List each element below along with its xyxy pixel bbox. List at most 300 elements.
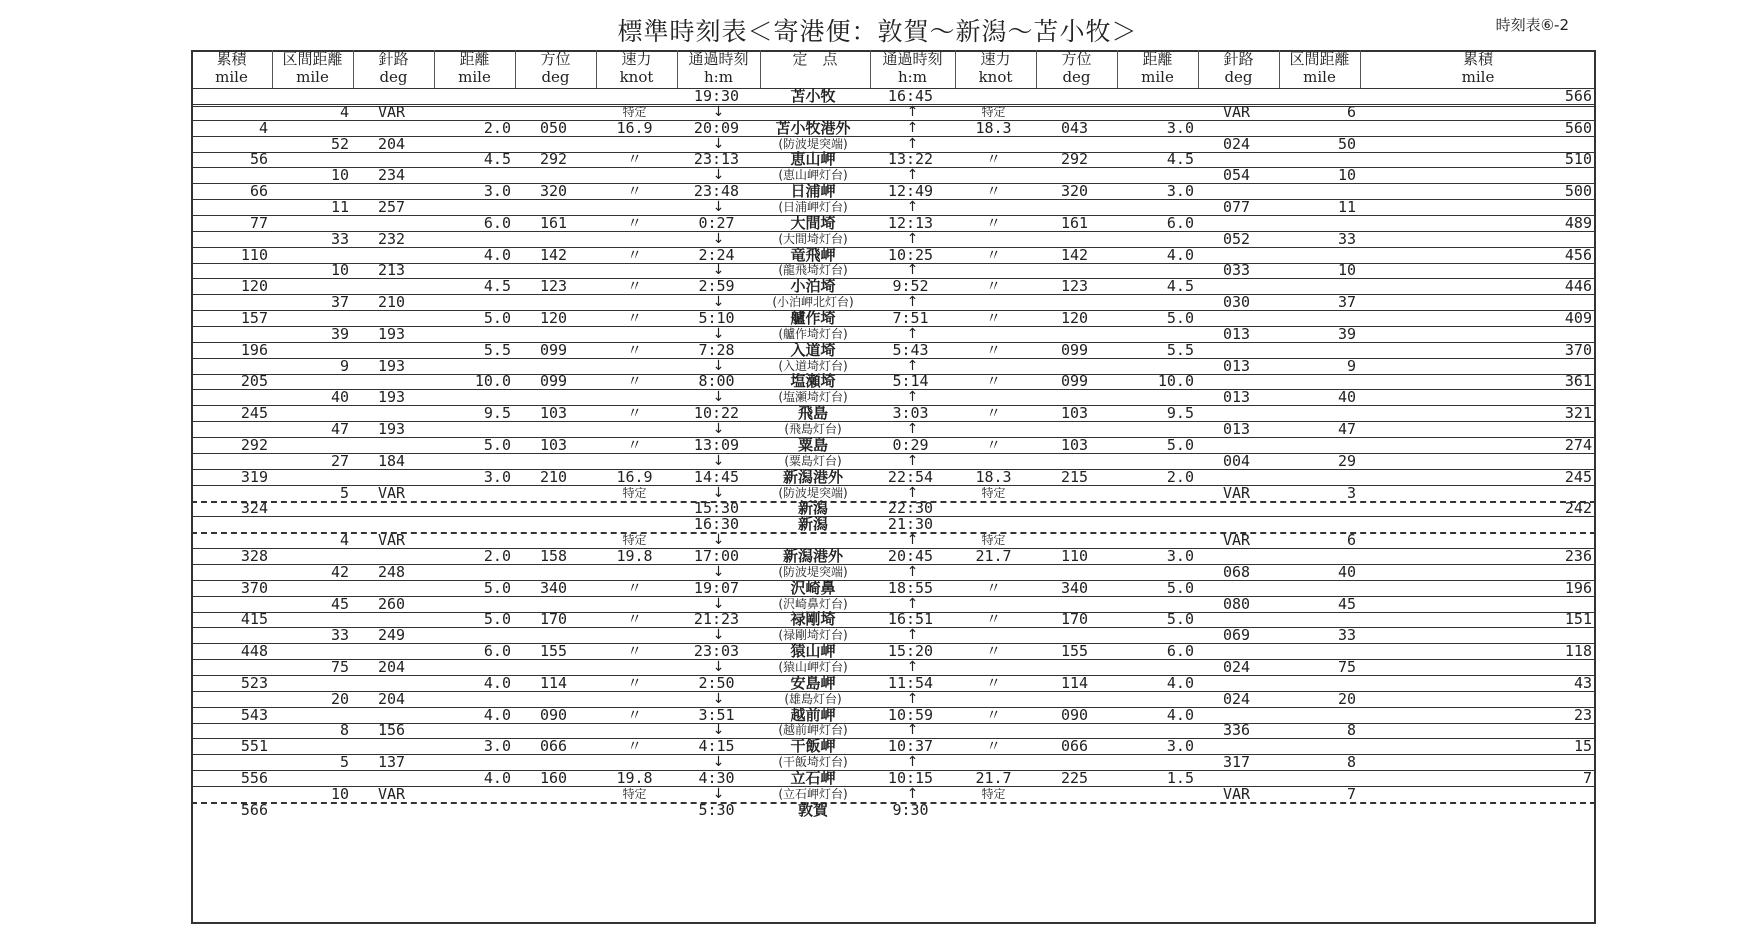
cumulative-left-cell: 4: [258, 118, 268, 137]
time-right-cell: 9:30: [892, 800, 929, 819]
header-column-divider: [596, 50, 597, 88]
down-arrow-icon: ↓: [712, 690, 725, 707]
distance-right-cell: 9.5: [1166, 404, 1194, 423]
speed-right-cell: 〃: [985, 372, 1001, 391]
down-arrow-icon: ↓: [712, 167, 725, 184]
interval-right-cell: 6: [1346, 102, 1356, 121]
cumulative-right-cell: 245: [1564, 467, 1592, 486]
waypoint-subtitle: (小泊岬北灯台): [772, 295, 854, 310]
course-left-cell: 248: [377, 562, 406, 581]
waypoint-name: 新潟港外: [782, 467, 843, 486]
down-arrow-icon: ↓: [712, 595, 725, 612]
bearing-left-cell: 170: [539, 610, 568, 629]
header-bearing-right: [1036, 50, 1117, 90]
bearing-left-cell: 161: [539, 213, 568, 232]
speed-right-cell: 〃: [985, 150, 1001, 169]
interval-right-cell: 10: [1337, 261, 1356, 280]
course-right-cell: 052: [1222, 229, 1251, 248]
cumulative-right-cell: 43: [1573, 673, 1592, 692]
down-arrow-icon: ↓: [712, 563, 725, 580]
header-unit: mile: [1303, 68, 1336, 86]
distance-right-cell: 5.0: [1166, 610, 1194, 629]
up-arrow-icon: ↑: [906, 199, 919, 216]
speed-right-cell: 18.3: [975, 467, 1012, 486]
cumulative-left-cell: 566: [240, 800, 268, 819]
interval-right-cell: 6: [1346, 531, 1356, 550]
time-right-cell: 15:20: [887, 642, 934, 661]
cumulative-right-cell: 118: [1564, 642, 1592, 661]
interval-right-cell: 75: [1337, 657, 1356, 676]
time-right-cell: 18:55: [887, 578, 934, 597]
time-right-cell: 16:45: [887, 87, 934, 105]
waypoint-name: 敦賀: [797, 800, 828, 819]
distance-left-cell: 6.0: [483, 213, 511, 232]
header-unit: knot: [978, 68, 1013, 86]
speed-right-cell: 〃: [985, 309, 1001, 328]
interval-right-cell: 8: [1346, 753, 1356, 772]
header-unit: deg: [1224, 68, 1253, 86]
speed-left-cell: 〃: [626, 213, 642, 232]
speed-right-cell: 〃: [985, 182, 1001, 201]
header-column-divider: [353, 50, 354, 88]
interval-right-cell: 47: [1337, 420, 1356, 439]
waypoint-name: 小泊埼: [790, 277, 836, 296]
header-cumulative-left: [191, 50, 272, 90]
distance-left-cell: 4.0: [483, 705, 511, 724]
speed-right-cell: 〃: [985, 404, 1001, 423]
speed-left-cell: 〃: [626, 673, 642, 692]
waypoint-subtitle: (干飯埼灯台): [778, 755, 848, 770]
course-left-cell: 184: [377, 451, 406, 470]
interval-right-cell: 33: [1337, 229, 1356, 248]
bearing-right-cell: 099: [1060, 372, 1089, 391]
up-arrow-icon: ↑: [906, 452, 919, 469]
speed-right-cell: 18.3: [975, 118, 1012, 137]
speed-right-cell: 21.7: [975, 768, 1012, 787]
waypoint-subtitle: (粟島灯台): [784, 453, 842, 468]
header-unit: mile: [458, 68, 491, 86]
distance-right-cell: 1.5: [1166, 768, 1194, 787]
header-speed-right: [955, 50, 1036, 90]
course-left-cell: 210: [377, 293, 406, 312]
header-course-left: [353, 50, 434, 90]
waypoint-subtitle: (越前岬灯台): [778, 723, 848, 738]
bearing-right-cell: 099: [1060, 340, 1089, 359]
distance-right-cell: 4.5: [1166, 277, 1194, 296]
time-left-cell: 15:30: [693, 499, 740, 518]
header-bearing-left: [515, 50, 596, 90]
time-left-cell: 20:09: [693, 118, 740, 137]
waypoint-name: 苫小牧港外: [775, 118, 851, 137]
cumulative-left-cell: 56: [249, 150, 268, 169]
cumulative-right-cell: 151: [1564, 610, 1592, 629]
header-time-left: [677, 50, 760, 90]
bearing-right-cell: 066: [1060, 737, 1089, 756]
speed-left-cell: 〃: [626, 340, 642, 359]
distance-right-cell: 4.5: [1166, 150, 1194, 169]
time-right-cell: 0:29: [892, 435, 929, 454]
bearing-right-cell: 103: [1060, 435, 1089, 454]
down-arrow-icon: ↓: [712, 103, 725, 120]
waypoint-name: 大間埼: [790, 213, 836, 232]
interval-left-cell: 20: [330, 689, 349, 708]
speed-left-cell: 〃: [626, 150, 642, 169]
header-column-divider: [677, 50, 678, 88]
up-arrow-icon: ↑: [906, 262, 919, 279]
waypoint-subtitle: (防波堤突端): [778, 564, 848, 579]
waypoint-name: 干飯岬: [790, 737, 836, 756]
course-right-cell: 069: [1222, 626, 1251, 645]
up-arrow-icon: ↑: [906, 167, 919, 184]
waypoint-subtitle: (恵山岬灯台): [778, 168, 848, 183]
down-arrow-icon: ↓: [712, 484, 725, 501]
course-left-cell: 260: [377, 594, 406, 613]
up-arrow-icon: ↑: [906, 658, 919, 675]
waypoint-name: 猿山岬: [790, 642, 836, 661]
distance-left-cell: 2.0: [483, 546, 511, 565]
course-right-cell: 336: [1222, 721, 1251, 740]
interval-left-cell: 4: [339, 102, 349, 121]
bearing-left-cell: 142: [539, 245, 568, 264]
header-column-divider: [1198, 50, 1199, 88]
bearing-left-cell: 099: [539, 340, 568, 359]
header-unit: deg: [541, 68, 570, 86]
time-left-cell: 2:24: [698, 245, 735, 264]
interval-left-cell: 39: [330, 324, 349, 343]
waypoint-name: 立石岬: [790, 768, 836, 787]
up-arrow-icon: ↑: [906, 595, 919, 612]
distance-right-cell: 3.0: [1166, 546, 1194, 565]
speed-left-cell: 16.9: [616, 118, 653, 137]
header-waypoint: [760, 50, 870, 90]
up-arrow-icon: ↑: [906, 754, 919, 771]
interval-right-cell: 11: [1337, 198, 1356, 217]
time-left-cell: 19:07: [693, 578, 740, 597]
interval-left-cell: 27: [330, 451, 349, 470]
time-left-cell: 14:45: [693, 467, 740, 486]
cumulative-left-cell: 370: [240, 578, 268, 597]
waypoint-name: 新潟: [797, 515, 828, 534]
time-right-cell: 10:37: [887, 737, 934, 756]
bearing-left-cell: 103: [539, 435, 568, 454]
port-row: [191, 801, 1596, 819]
header-label: 累積: [216, 50, 247, 68]
time-left-cell: 2:59: [698, 277, 735, 296]
down-arrow-icon: ↓: [712, 230, 725, 247]
time-right-cell: 20:45: [887, 546, 934, 565]
up-arrow-icon: ↑: [906, 357, 919, 374]
course-left-cell: 193: [377, 356, 406, 375]
interval-left-cell: 10: [330, 261, 349, 280]
course-left-cell: 137: [377, 753, 406, 772]
header-column-divider: [1036, 50, 1037, 88]
course-right-cell: VAR: [1222, 784, 1251, 803]
cumulative-left-cell: 543: [240, 705, 268, 724]
course-left-cell: VAR: [377, 531, 406, 550]
time-left-cell: 8:00: [698, 372, 735, 391]
cumulative-left-cell: 196: [240, 340, 268, 359]
speed-mode-left: 特定: [622, 485, 647, 500]
time-left-cell: 4:15: [698, 737, 735, 756]
speed-right-cell: 〃: [985, 642, 1001, 661]
time-right-cell: 11:54: [887, 673, 934, 692]
waypoint-subtitle: (龍飛埼灯台): [778, 263, 848, 278]
course-right-cell: 024: [1222, 134, 1251, 153]
course-right-cell: 317: [1222, 753, 1251, 772]
time-right-cell: 12:13: [887, 213, 934, 232]
header-unit: deg: [379, 68, 408, 86]
interval-right-cell: 50: [1337, 134, 1356, 153]
down-arrow-icon: ↓: [712, 532, 725, 549]
speed-right-cell: 〃: [985, 673, 1001, 692]
time-right-cell: 7:51: [892, 309, 929, 328]
distance-left-cell: 3.0: [483, 737, 511, 756]
down-arrow-icon: ↓: [712, 325, 725, 342]
waypoint-name: 日浦岬: [790, 182, 836, 201]
distance-right-cell: 3.0: [1166, 737, 1194, 756]
down-arrow-icon: ↓: [712, 452, 725, 469]
bearing-left-cell: 158: [539, 546, 568, 565]
interval-right-cell: 3: [1346, 483, 1356, 502]
cumulative-left-cell: 66: [249, 182, 268, 201]
time-left-cell: 10:22: [693, 404, 740, 423]
course-right-cell: 024: [1222, 689, 1251, 708]
time-left-cell: 4:30: [698, 768, 735, 787]
bearing-left-cell: 050: [539, 118, 568, 137]
header-distance-right: [1117, 50, 1198, 90]
cumulative-right-cell: 456: [1564, 245, 1592, 264]
waypoint-subtitle: (沢崎鼻灯台): [778, 596, 848, 611]
up-arrow-icon: ↑: [906, 325, 919, 342]
distance-left-cell: 4.5: [483, 150, 511, 169]
down-arrow-icon: ↓: [712, 389, 725, 406]
speed-left-cell: 〃: [626, 642, 642, 661]
down-arrow-icon: ↓: [712, 627, 725, 644]
waypoint-name: 越前岬: [790, 705, 836, 724]
interval-right-cell: 29: [1337, 451, 1356, 470]
waypoint-name: 艫作埼: [790, 309, 836, 328]
cumulative-left-cell: 551: [240, 737, 268, 756]
distance-right-cell: 5.0: [1166, 578, 1194, 597]
cumulative-right-cell: 23: [1573, 705, 1592, 724]
header-unit: mile: [215, 68, 248, 86]
interval-right-cell: 9: [1346, 356, 1356, 375]
header-label: 速力: [980, 50, 1011, 68]
speed-right-cell: 〃: [985, 277, 1001, 296]
header-unit: mile: [1141, 68, 1174, 86]
distance-left-cell: 4.0: [483, 673, 511, 692]
time-left-cell: 16:30: [693, 515, 740, 534]
header-label: 累積: [1462, 50, 1493, 68]
down-arrow-icon: ↓: [712, 294, 725, 311]
cumulative-right-cell: 15: [1573, 737, 1592, 756]
bearing-right-cell: 142: [1060, 245, 1089, 264]
course-left-cell: 232: [377, 229, 406, 248]
interval-right-cell: 8: [1346, 721, 1356, 740]
course-left-cell: VAR: [377, 483, 406, 502]
distance-left-cell: 5.0: [483, 435, 511, 454]
interval-left-cell: 33: [330, 229, 349, 248]
time-right-cell: 21:30: [887, 515, 934, 534]
speed-mode-right: 特定: [981, 533, 1006, 548]
cumulative-right-cell: 489: [1564, 213, 1592, 232]
interval-left-cell: 42: [330, 562, 349, 581]
cumulative-right-cell: 560: [1564, 118, 1592, 137]
header-label: 方位: [1061, 50, 1092, 68]
time-right-cell: 5:14: [892, 372, 929, 391]
down-arrow-icon: ↓: [712, 722, 725, 739]
interval-left-cell: 10: [330, 166, 349, 185]
distance-left-cell: 4.0: [483, 245, 511, 264]
up-arrow-icon: ↑: [906, 484, 919, 501]
cumulative-right-cell: 242: [1564, 499, 1592, 518]
course-left-cell: 204: [377, 657, 406, 676]
speed-left-cell: 〃: [626, 610, 642, 629]
up-arrow-icon: ↑: [906, 389, 919, 406]
bearing-left-cell: 292: [539, 150, 568, 169]
distance-left-cell: 3.0: [483, 182, 511, 201]
time-left-cell: 23:03: [693, 642, 740, 661]
speed-left-cell: 〃: [626, 705, 642, 724]
speed-right-cell: 〃: [985, 737, 1001, 756]
distance-left-cell: 5.0: [483, 610, 511, 629]
course-right-cell: 013: [1222, 388, 1251, 407]
bearing-right-cell: 215: [1060, 467, 1089, 486]
header-column-divider: [1279, 50, 1280, 88]
down-arrow-icon: ↓: [712, 135, 725, 152]
time-left-cell: 17:00: [693, 546, 740, 565]
speed-mode-left: 特定: [622, 104, 647, 119]
time-right-cell: 10:59: [887, 705, 934, 724]
interval-right-cell: 45: [1337, 594, 1356, 613]
down-arrow-icon: ↓: [712, 421, 725, 438]
time-left-cell: 2:50: [698, 673, 735, 692]
interval-right-cell: 7: [1346, 784, 1356, 803]
distance-left-cell: 4.0: [483, 768, 511, 787]
speed-left-cell: 19.8: [616, 546, 653, 565]
bearing-right-cell: 340: [1060, 578, 1089, 597]
cumulative-left-cell: 120: [240, 277, 268, 296]
bearing-left-cell: 210: [539, 467, 568, 486]
distance-right-cell: 2.0: [1166, 467, 1194, 486]
waypoint-name: 飛島: [797, 404, 828, 423]
waypoint-subtitle: (日浦岬灯台): [778, 200, 848, 215]
header-interval-right: [1279, 50, 1360, 90]
speed-left-cell: 19.8: [616, 768, 653, 787]
interval-left-cell: 75: [330, 657, 349, 676]
waypoint-name: 粟島: [797, 435, 828, 454]
cumulative-right-cell: 409: [1564, 309, 1592, 328]
time-left-cell: 3:51: [698, 705, 735, 724]
up-arrow-icon: ↑: [906, 119, 919, 136]
bearing-right-cell: 320: [1060, 182, 1089, 201]
page-title: 標準時刻表＜寄港便：敦賀〜新潟〜苫小牧＞: [617, 17, 1138, 46]
time-right-cell: 16:51: [887, 610, 934, 629]
bearing-left-cell: 320: [539, 182, 568, 201]
course-right-cell: 068: [1222, 562, 1251, 581]
cumulative-right-cell: 446: [1564, 277, 1592, 296]
course-left-cell: 213: [377, 261, 406, 280]
speed-left-cell: 〃: [626, 277, 642, 296]
waypoint-subtitle: (立石岬灯台): [778, 786, 848, 801]
interval-left-cell: 9: [339, 356, 349, 375]
cumulative-left-cell: 448: [240, 642, 268, 661]
header-speed-left: [596, 50, 677, 90]
speed-mode-right: 特定: [981, 786, 1006, 801]
time-right-cell: 22:30: [887, 499, 934, 518]
cumulative-left-cell: 205: [240, 372, 268, 391]
cumulative-right-cell: 274: [1564, 435, 1592, 454]
speed-right-cell: 〃: [985, 578, 1001, 597]
bearing-left-cell: 155: [539, 642, 568, 661]
page-reference: 時刻表⑥-2: [1495, 16, 1569, 34]
course-right-cell: 013: [1222, 420, 1251, 439]
course-right-cell: 013: [1222, 356, 1251, 375]
distance-left-cell: 3.0: [483, 467, 511, 486]
distance-right-cell: 5.5: [1166, 340, 1194, 359]
bearing-right-cell: 090: [1060, 705, 1089, 724]
bearing-left-cell: 120: [539, 309, 568, 328]
header-label: 通過時刻: [688, 50, 749, 68]
distance-left-cell: 4.5: [483, 277, 511, 296]
course-right-cell: VAR: [1222, 483, 1251, 502]
course-right-cell: 024: [1222, 657, 1251, 676]
down-arrow-icon: ↓: [712, 357, 725, 374]
speed-right-cell: 〃: [985, 610, 1001, 629]
speed-left-cell: 16.9: [616, 467, 653, 486]
time-right-cell: 10:15: [887, 768, 934, 787]
up-arrow-icon: ↑: [906, 230, 919, 247]
header-column-divider: [955, 50, 956, 88]
distance-right-cell: 10.0: [1157, 372, 1194, 391]
course-right-cell: 030: [1222, 293, 1251, 312]
course-right-cell: 033: [1222, 261, 1251, 280]
course-left-cell: 193: [377, 420, 406, 439]
header-label: 距離: [1142, 50, 1173, 68]
header-column-divider: [434, 50, 435, 88]
time-left-cell: 23:48: [693, 182, 740, 201]
distance-left-cell: 5.5: [483, 340, 511, 359]
speed-left-cell: 〃: [626, 737, 642, 756]
cumulative-left-cell: 523: [240, 673, 268, 692]
waypoint-name: 新潟: [797, 499, 828, 518]
course-right-cell: 077: [1222, 198, 1251, 217]
up-arrow-icon: ↑: [906, 627, 919, 644]
header-label: 速力: [621, 50, 652, 68]
course-left-cell: 257: [377, 198, 406, 217]
header-unit: deg: [1062, 68, 1091, 86]
bearing-right-cell: 225: [1060, 768, 1089, 787]
interval-right-cell: 39: [1337, 324, 1356, 343]
course-right-cell: VAR: [1222, 102, 1251, 121]
waypoint-subtitle: (禄剛埼灯台): [778, 628, 848, 643]
distance-right-cell: 6.0: [1166, 642, 1194, 661]
speed-right-cell: 21.7: [975, 546, 1012, 565]
course-left-cell: VAR: [377, 102, 406, 121]
cumulative-left-cell: 157: [240, 309, 268, 328]
time-left-cell: 5:10: [698, 309, 735, 328]
bearing-right-cell: 123: [1060, 277, 1089, 296]
interval-left-cell: 4: [339, 531, 349, 550]
time-right-cell: 3:03: [892, 404, 929, 423]
waypoint-subtitle: (雄島灯台): [784, 691, 842, 706]
waypoint-subtitle: (入道埼灯台): [778, 358, 848, 373]
header-interval-left: [272, 50, 353, 90]
bearing-right-cell: 161: [1060, 213, 1089, 232]
time-left-cell: 23:13: [693, 150, 740, 169]
bearing-left-cell: 090: [539, 705, 568, 724]
time-left-cell: 13:09: [693, 435, 740, 454]
